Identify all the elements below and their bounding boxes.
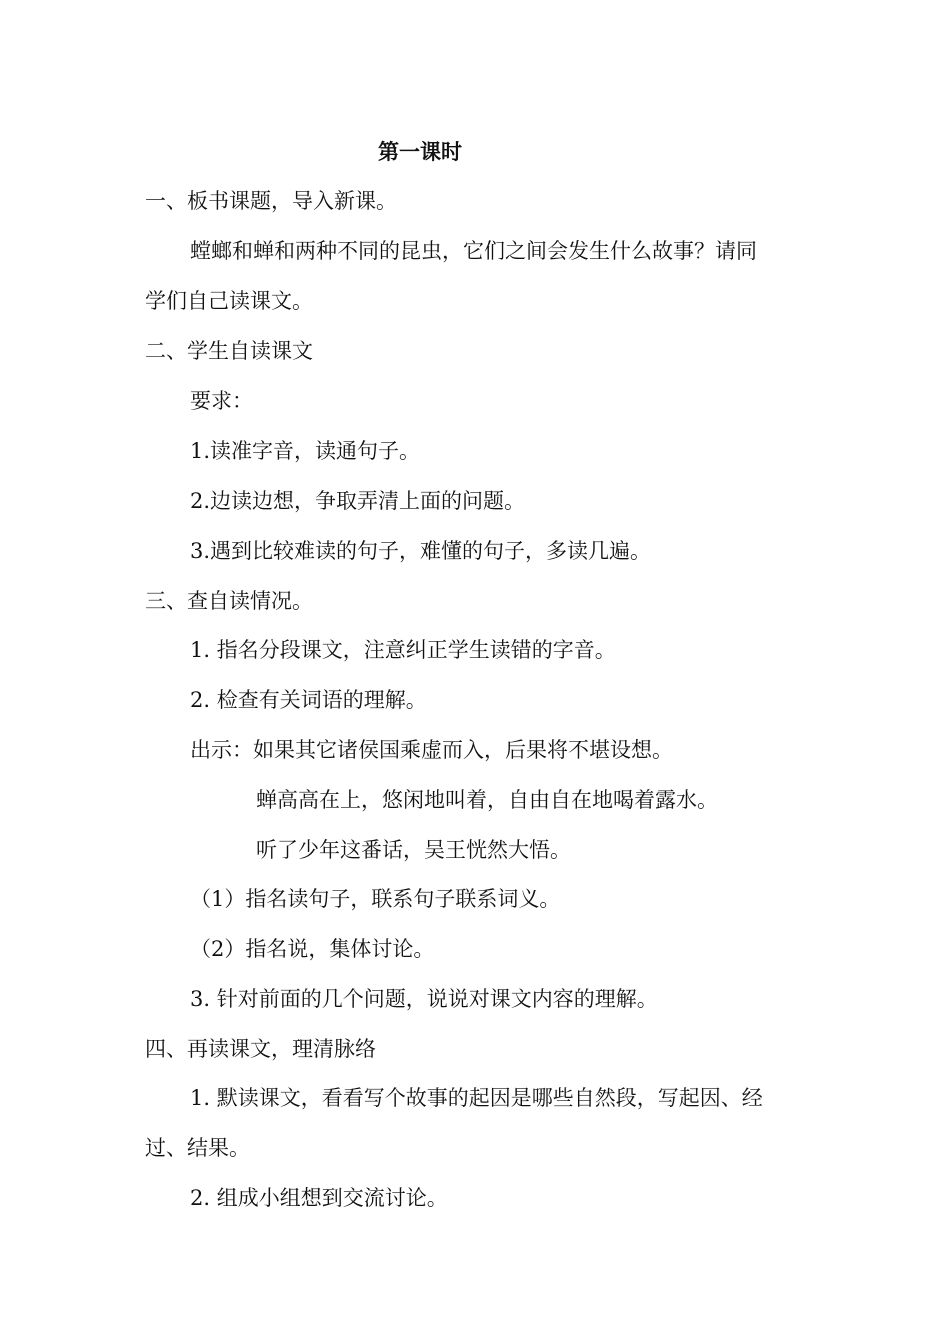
paragraph-line: 要求： [190, 389, 253, 413]
list-item: （2）指名说，集体讨论。 [190, 937, 435, 961]
list-item: 3. 针对前面的几个问题，说说对课文内容的理解。 [190, 987, 658, 1011]
paragraph-line: 螳螂和蝉和两种不同的昆虫，它们之间会发生什么故事？请同 [190, 239, 757, 263]
list-item: （1）指名读句子，联系句子联系词义。 [190, 887, 561, 911]
example-sentence: 蝉高高在上，悠闲地叫着，自由自在地喝着露水。 [256, 788, 718, 812]
list-item: 1. 默读课文，看看写个故事的起因是哪些自然段，写起因、经 [190, 1086, 763, 1110]
list-item: 1. 指名分段课文，注意纠正学生读错的字音。 [190, 638, 616, 662]
section-heading-3: 三、查自读情况。 [145, 589, 313, 613]
section-heading-4: 四、再读课文，理清脉络 [145, 1037, 376, 1061]
example-sentence: 听了少年这番话，吴王恍然大悟。 [256, 838, 571, 862]
section-heading-1: 一、板书课题，导入新课。 [145, 189, 397, 213]
list-item: 2. 检查有关词语的理解。 [190, 688, 427, 712]
section-heading-2: 二、学生自读课文 [145, 339, 313, 363]
list-item: 3.遇到比较难读的句子，难懂的句子，多读几遍。 [190, 539, 652, 563]
paragraph-line: 过、结果。 [145, 1136, 250, 1160]
page-title: 第一课时 [378, 140, 462, 164]
list-item: 2.边读边想，争取弄清上面的问题。 [190, 489, 526, 513]
paragraph-line: 学们自己读课文。 [145, 289, 313, 313]
list-item: 1.读准字音，读通句子。 [190, 439, 421, 463]
list-item: 2. 组成小组想到交流讨论。 [190, 1186, 448, 1210]
paragraph-line: 出示：如果其它诸侯国乘虚而入，后果将不堪设想。 [190, 738, 673, 762]
